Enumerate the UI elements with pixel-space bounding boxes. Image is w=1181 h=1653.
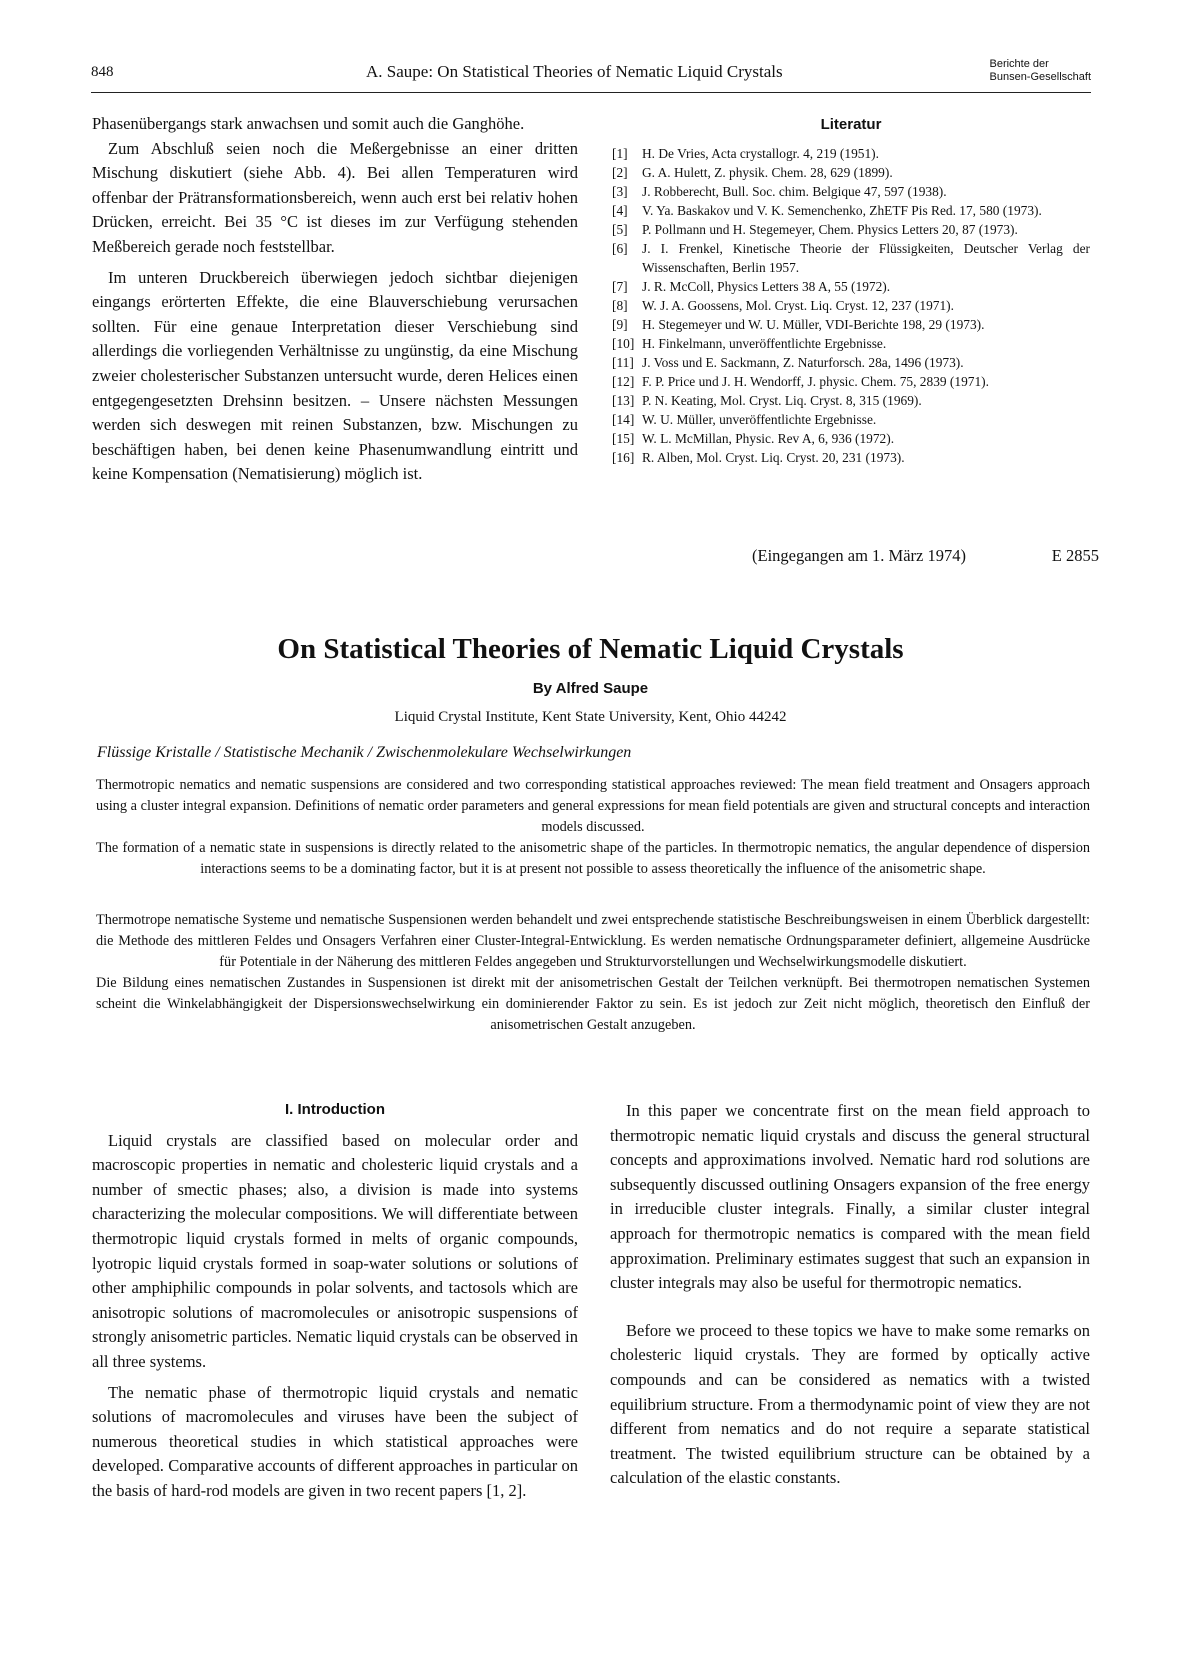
prev-paragraph: Phasenübergangs stark anwachsen und somit auch die Ganghöhe.	[92, 114, 525, 133]
prev-paragraph: Zum Abschluß seien noch die Meßergebnisse an einer dritten Mischung diskutiert (siehe Abb. 4). Bei allen Temperaturen wird offenbar der Prätransformationsbereich, wenn auch erst bei relativ hohen Drücken, erreicht. Bei 35 °C ist dieses im zur Verfügung stehenden Meßbereich gerade noch feststellbar.	[92, 138, 578, 256]
literatur-heading: Literatur	[820, 116, 882, 133]
intro-right-column	[610, 1099, 1090, 1491]
article-title: On Statistical Theories of Nematic Liquid Crystals	[277, 633, 904, 665]
intro-left-column	[92, 1098, 578, 1504]
reference-item: [3] J. Robberecht, Bull. Soc. chim. Belgique 47, 597 (1938).	[612, 183, 947, 199]
received-date: (Eingegangen am 1. März 1974)	[752, 546, 966, 565]
journal-name	[990, 58, 1092, 84]
abstract-german	[96, 910, 1090, 1036]
reference-item: [14] W. U. Müller, unveröffentlichte Ergebnisse.	[612, 411, 877, 427]
reference-item: [7] J. R. McColl, Physics Letters 38 A, 55 (1972).	[612, 278, 891, 294]
intro-paragraph: The nematic phase of thermotropic liquid crystals and nematic solutions of macromolecules and viruses have been the subject of numerous theoretical studies in which statistical approaches were developed. Comparative accounts of different approaches in particular on the basis of hard-rod models are given in two recent papers [1, 2].	[92, 1382, 578, 1500]
reference-item: [2] G. A. Hulett, Z. physik. Chem. 28, 629 (1899).	[612, 164, 893, 180]
running-title: A. Saupe: On Statistical Theories of Nematic Liquid Crystals	[366, 62, 783, 81]
reference-item: [6] J. I. Frenkel, Kinetische Theorie der Flüssigkeiten, Deutscher Verlag der Wissenschaften, Berlin 1957.	[612, 240, 1090, 275]
references-column	[612, 113, 1090, 467]
reference-item: [9] H. Stegemeyer und W. U. Müller, VDI-Berichte 198, 29 (1973).	[612, 316, 985, 332]
journal-line-1: Berichte der	[989, 58, 1049, 70]
reference-item: [12] F. P. Price und J. H. Wendorff, J. physic. Chem. 75, 2839 (1971).	[612, 373, 989, 389]
reference-item: [5] P. Pollmann und H. Stegemeyer, Chem. Physics Letters 20, 87 (1973).	[612, 221, 1018, 237]
page-header	[91, 58, 1091, 93]
reference-item: [15] W. L. McMillan, Physic. Rev A, 6, 936 (1972).	[612, 430, 895, 446]
author-affiliation: Liquid Crystal Institute, Kent State University, Kent, Ohio 44242	[394, 709, 787, 725]
reference-item: [13] P. N. Keating, Mol. Cryst. Liq. Cryst. 8, 315 (1969).	[612, 392, 922, 408]
manuscript-code: E 2855	[1051, 546, 1099, 565]
reference-item: [16] R. Alben, Mol. Cryst. Liq. Cryst. 20, 231 (1973).	[612, 449, 905, 465]
page-number: 848	[91, 64, 114, 80]
intro-paragraph: Liquid crystals are classified based on molecular order and macroscopic properties in nematic and cholesteric liquid crystals and a number of smectic phases; also, a division is made into systems characterizing the molecular compositions. We will differentiate between thermotropic liquid crystals formed in melts of organic compounds, lyotropic liquid crystals formed in soap-water solutions or solutions of other amphiphilic compounds in polar solvents, and tactosols which are anisotropic solutions of macromolecules or anisotropic suspensions of strongly anisometric particles. Nematic liquid crystals can be observed in all three systems.	[92, 1130, 578, 1371]
abstract-paragraph: The formation of a nematic state in suspensions is directly related to the anisometric shape of the particles. In thermotropic nematics, the angular dependence of dispersion interactions seems to be a dominating factor, but it is at present not possible to assess theoretically the influence of the anisometric shape.	[96, 840, 1090, 877]
intro-paragraph: Before we proceed to these topics we have to make some remarks on cholesteric liquid crystals. They are formed by optically active compounds and can be considered as nematics with a twisted equilibrium structure. From a thermodynamic point of view they are not different from nematics and do not require a separate statistical treatment. The twisted equilibrium structure can be obtained by a calculation of the elastic constants.	[610, 1320, 1090, 1488]
abstract-english	[96, 775, 1090, 880]
abstract-paragraph: Thermotropic nematics and nematic suspensions are considered and two corresponding statistical approaches reviewed: The mean field treatment and Onsagers approach using a cluster integral expansion. Definitions of nematic order parameters and general expressions for mean field potentials are given and structural concepts and interaction models discussed.	[96, 777, 1090, 835]
abstract-paragraph: Die Bildung eines nematischen Zustandes in Suspensionen ist direkt mit der anisometrischen Gestalt der Teilchen verknüpft. Bei thermotropen nematischen Systemen scheint die Winkelabhängigkeit der Dispersionswechselwirkung ein dominierender Faktor zu sein. Es ist jedoch zur Zeit nicht möglich, theoretisch den Einfluß der anisometrischen Gestalt anzugeben.	[96, 975, 1090, 1033]
reference-list	[612, 144, 1090, 467]
journal-line-2: Bunsen-Gesellschaft	[989, 71, 1091, 83]
abstract-paragraph: Thermotrope nematische Systeme und nematische Suspensionen werden behandelt und zwei entsprechende statistische Beschreibungsweisen in einem Überblick dargestellt: die Methode des mittleren Feldes und Onsagers Verfahren einer Cluster-Integral-Entwicklung. Es werden nematische Ordnungsparameter definiert, allgemeine Ausdrücke für Potentiale in der Näherung des mittleren Feldes angegeben und Strukturvorstellungen und Wechselwirkungsmodelle diskutiert.	[96, 912, 1090, 970]
reference-item: [10] H. Finkelmann, unveröffentlichte Ergebnisse.	[612, 335, 887, 351]
previous-article-column	[92, 112, 578, 487]
keywords: Flüssige Kristalle / Statistische Mechanik / Zwischenmolekulare Wechselwirkungen	[97, 744, 632, 761]
reference-item: [8] W. J. A. Goossens, Mol. Cryst. Liq. Cryst. 12, 237 (1971).	[612, 297, 954, 313]
intro-paragraph: In this paper we concentrate first on the mean field approach to thermotropic nematic liquid crystals and discuss the general structural concepts and approximations involved. Nematic hard rod solutions are subsequently discussed outlining Onsagers expansion of the free energy in irreducible cluster integrals. Finally, a similar cluster integral approach for thermotropic nematics is compared with the mean field approximation. Preliminary estimates suggest that such an expansion in cluster integrals may also be useful for thermotropic nematics.	[610, 1101, 1090, 1293]
section-heading: I. Introduction	[285, 1101, 385, 1118]
prev-paragraph: Im unteren Druckbereich überwiegen jedoch sichtbar diejenigen eingangs erörterten Effekte, die eine Blauverschiebung verursachen sollten. Für eine genaue Interpretation dieser Verschiebung sind allerdings die vorliegenden Verhältnisse zu ungünstig, da eine Mischung zweier cholesterischer Substanzen untersucht wurde, deren Helices einen entgegengesetzten Drehsinn besitzen. – Unsere nächsten Messungen werden sich deswegen mit reinen Substanzen, bzw. Mischungen zu beschäftigen haben, bei denen keine Phasenumwandlung eintritt und keine Kompensation (Nematisierung) möglich ist.	[92, 267, 578, 484]
article-author: By Alfred Saupe	[532, 680, 649, 697]
reference-item: [1] H. De Vries, Acta crystallogr. 4, 219 (1951).	[612, 145, 879, 161]
reference-item: [4] V. Ya. Baskakov und V. K. Semenchenko, ZhETF Pis Red. 17, 580 (1973).	[612, 202, 1042, 218]
reference-item: [11] J. Voss und E. Sackmann, Z. Naturforsch. 28a, 1496 (1973).	[612, 354, 964, 370]
